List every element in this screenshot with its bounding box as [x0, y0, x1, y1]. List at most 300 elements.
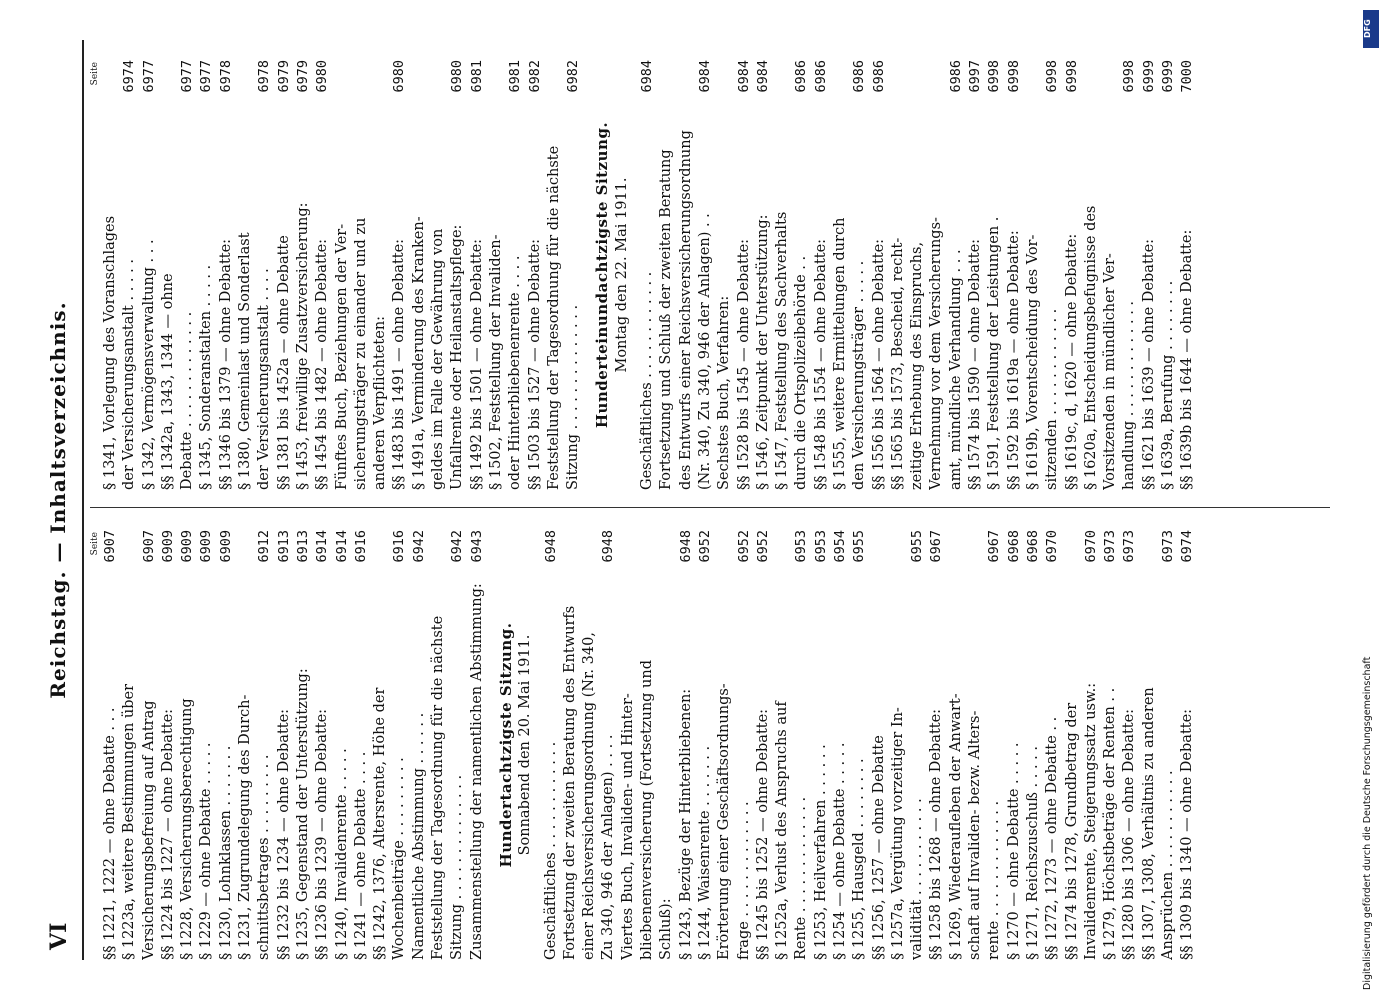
toc-entry-page: 6998	[1121, 60, 1138, 93]
toc-entry-page: 6980	[314, 60, 331, 93]
toc-entry	[985, 530, 1004, 960]
toc-entry-text: § 1252a, Verlust des Anspruchs auf	[774, 701, 791, 960]
toc-entry-page: 6970	[1082, 530, 1099, 563]
section-title: Hunderteinundachtzigste Sitzung.	[593, 121, 612, 429]
toc-entry-text: §§ 1307, 1308, Verhältnis zu anderen	[1140, 687, 1157, 960]
toc-entry	[178, 60, 197, 490]
toc-entry-page: 6999	[1160, 60, 1177, 93]
toc-entry	[889, 60, 908, 490]
toc-entry-text: § 1555, weitere Ermittelungen durch	[831, 217, 848, 490]
section-title: Hundertachtzigste Sitzung.	[496, 622, 515, 868]
toc-entry-text: §§ 1548 bis 1554 — ohne Debatte:	[812, 238, 829, 490]
toc-entry-text: § 1243, Bezüge der Hinterbliebenen:	[677, 688, 694, 960]
toc-entry	[677, 530, 696, 960]
toc-entry-text: des Entwurfs einer Reichsversicherungsordnung	[677, 130, 694, 490]
toc-entry-page: 6909	[179, 530, 196, 563]
toc-entry-text: § 1240, Invalidenrente . . . . .	[333, 748, 350, 960]
toc-entry	[1043, 60, 1062, 490]
toc-entry-page: 6986	[793, 60, 810, 93]
toc-entry-text: §§ 1256, 1257 — ohne Debatte	[870, 735, 887, 960]
toc-entry-text: validität . . . . . . . . . . .	[909, 798, 926, 960]
toc-entry-text: §§ 1619c, d, 1620 — ohne Debatte:	[1063, 233, 1080, 490]
toc-entry	[792, 530, 811, 960]
toc-entry-text: §§ 1224 bis 1227 — ohne Debatte:	[159, 708, 176, 960]
toc-entry-text: § 1491a, Verminderung des Kranken-	[410, 216, 427, 490]
toc-entry	[870, 60, 889, 490]
toc-entry-page: 6984	[639, 60, 656, 93]
toc-entry	[390, 530, 409, 960]
toc-entry-text: rente . . . . . . . . . . . . .	[986, 800, 1003, 960]
toc-entry	[371, 530, 390, 960]
toc-entry	[908, 60, 927, 490]
toc-entry	[1120, 60, 1139, 490]
toc-entry-text: §§ 1639b bis 1644 — ohne Debatte:	[1179, 229, 1196, 490]
toc-entry-text: § 1229 — ohne Debatte . . . . .	[198, 742, 215, 960]
toc-entry	[120, 60, 139, 490]
toc-entry-text: bliebenenversicherung (Fortsetzung und	[639, 659, 656, 960]
toc-entry-text: §§ 1492 bis 1501 — ohne Debatte:	[468, 238, 485, 490]
toc-entry	[545, 60, 564, 490]
toc-entry	[735, 530, 754, 960]
toc-entry-page: 6948	[542, 530, 559, 563]
toc-entry	[1140, 60, 1159, 490]
left-column	[90, 530, 1198, 960]
toc-entry-text: § 1235, Gegenstand der Unterstützung:	[294, 668, 311, 960]
toc-entry-text: schnittsbetrages . . . . . . . . .	[256, 754, 273, 960]
toc-entry-text: § 1253, Heilverfahren . . . . . .	[812, 744, 829, 960]
toc-entry	[715, 60, 734, 490]
toc-entry	[120, 530, 139, 960]
toc-entry-text: § 1244, Waisenrente . . . . . . .	[696, 745, 713, 960]
toc-entry-text: §§ 1592 bis 1619a — ohne Debatte:	[1005, 230, 1022, 490]
toc-entry-text: §§ 1309 bis 1340 — ohne Debatte:	[1179, 708, 1196, 960]
toc-entry-text: §§ 1232 bis 1234 — ohne Debatte:	[275, 708, 292, 960]
toc-entry-page: 6978	[217, 60, 234, 93]
toc-entry	[448, 530, 467, 960]
toc-entry	[580, 530, 599, 960]
toc-entry-text: §§ 1503 bis 1527 — ohne Debatte:	[526, 238, 543, 490]
toc-entry-text: §§ 1221, 1222 — ohne Debatte . . .	[102, 707, 118, 960]
toc-entry	[1159, 530, 1178, 960]
toc-entry-text: § 1341, Vorlegung des Voranschlages	[102, 215, 118, 490]
toc-entry	[1101, 60, 1120, 490]
toc-entry-page: 6954	[831, 530, 848, 563]
toc-entry	[812, 60, 831, 490]
toc-entry	[371, 60, 390, 490]
toc-entry	[1178, 60, 1197, 490]
digitization-credit: Digitalisierung gefördert durch die Deutsche Forschungsgemeinschaft	[1362, 656, 1373, 990]
toc-entry-text: § 1342, Vermögensverwaltung . . .	[140, 239, 157, 490]
toc-entry	[313, 60, 332, 490]
toc-entry-text: §§ 1454 bis 1482 — ohne Debatte:	[314, 238, 331, 490]
toc-entry	[236, 530, 255, 960]
toc-entry-text: § 1619b, Vorentscheidung des Vor-	[1024, 234, 1041, 490]
toc-entry-text: Unfallrente oder Heilanstaltspflege:	[449, 224, 466, 490]
toc-entry-text: §§ 1381 bis 1452a — ohne Debatte	[275, 235, 292, 490]
toc-entry-page: 6977	[198, 60, 215, 93]
page-header	[40, 40, 80, 960]
toc-entry	[638, 530, 657, 960]
toc-entry-page: 6942	[449, 530, 466, 563]
toc-entry	[754, 530, 773, 960]
toc-entry	[255, 530, 274, 960]
toc-entry-text: (Nr. 340, Zu 340, 946 der Anlagen) . .	[696, 213, 713, 490]
toc-entry-page: 6909	[217, 530, 234, 563]
toc-entry-text: § 1231, Zugrundelegung des Durch-	[237, 694, 254, 960]
toc-entry	[390, 60, 409, 490]
toc-entry	[236, 60, 255, 490]
toc-entry-page: 6913	[275, 530, 292, 563]
toc-entry	[889, 530, 908, 960]
toc-entry-page: 6914	[333, 530, 350, 563]
toc-entry	[429, 530, 448, 960]
toc-entry-text: Sechstes Buch, Verfahren:	[716, 295, 733, 490]
header-rule	[82, 40, 84, 960]
toc-entry-text: §§ 1242, 1376, Altersrente, Höhe der	[372, 687, 389, 960]
toc-entry-text: § 1345, Sonderanstalten . . . . .	[198, 264, 215, 490]
toc-entry-page: 6986	[870, 60, 887, 93]
toc-entry-page: 6984	[735, 60, 752, 93]
toc-entry-text: anderen Verpflichteten:	[372, 315, 389, 490]
toc-entry-page: 6981	[507, 60, 524, 93]
toc-entry-page: 6998	[1005, 60, 1022, 93]
toc-entry-text: den Versicherungsträger . . . . .	[851, 260, 868, 490]
toc-entry-page: 6952	[696, 530, 713, 563]
toc-entry-page: 6955	[909, 530, 926, 563]
toc-entry-page: 6986	[947, 60, 964, 93]
toc-entry-text: zeitige Erhebung des Einspruchs,	[909, 241, 926, 490]
toc-entry-text: §§ 1565 bis 1573, Bescheid, recht-	[889, 237, 906, 490]
toc-entry	[850, 530, 869, 960]
toc-entry-text: §§ 1621 bis 1639 — ohne Debatte:	[1140, 238, 1157, 490]
toc-entry-text: § 1257a, Vergütung vorzeitiger In-	[889, 707, 906, 960]
toc-entry-text: §§ 1236 bis 1239 — ohne Debatte:	[314, 708, 331, 960]
toc-entry	[1005, 60, 1024, 490]
toc-entry	[468, 60, 487, 490]
toc-entry-page: 6907	[140, 530, 157, 563]
toc-entry-text: Feststellung der Tagesordnung für die nächste	[545, 145, 562, 490]
toc-entry	[159, 530, 178, 960]
toc-entry-text: schaft auf Invaliden- bezw. Alters-	[967, 710, 984, 960]
toc-entry-text: §§ 1245 bis 1252 — ohne Debatte:	[754, 708, 771, 960]
toc-entry	[255, 60, 274, 490]
toc-entry	[526, 60, 545, 490]
toc-entry	[966, 530, 985, 960]
toc-entry-page: 6997	[967, 60, 984, 93]
toc-entry-text: Fünftes Buch, Beziehungen der Ver-	[333, 223, 350, 490]
toc-entry	[217, 60, 236, 490]
toc-entry	[966, 60, 985, 490]
toc-entry-page: 6909	[198, 530, 215, 563]
toc-entry-text: Geschäftliches . . . . . . . . . . . .	[639, 271, 656, 490]
toc-entry-text: § 1271, Reichszuschuß . . . . .	[1024, 745, 1041, 960]
toc-entry	[638, 60, 657, 490]
toc-entry-text: Invalidenrente, Steigerungssatz usw.:	[1082, 682, 1099, 960]
toc-entry	[947, 60, 966, 490]
toc-entry	[1082, 530, 1101, 960]
toc-entry	[812, 530, 831, 960]
toc-entry-text: der Versicherungsanstalt . . . . .	[121, 259, 138, 490]
toc-entry	[333, 60, 352, 490]
toc-entry-text: § 1255, Hausgeld . . . . . . . .	[851, 758, 868, 960]
toc-entry	[599, 530, 618, 960]
toc-entry	[850, 60, 869, 490]
toc-entry	[448, 60, 467, 490]
toc-entry-text: §§ 1342a, 1343, 1344 — ohne	[159, 273, 176, 490]
toc-entry	[657, 530, 676, 960]
toc-entry	[294, 530, 313, 960]
toc-entry	[1005, 530, 1024, 960]
section-date: Montag den 22. Mai 1911.	[613, 177, 630, 373]
toc-entry-page: 6916	[391, 530, 408, 563]
toc-entry-text: handlung . . . . . . . . . . . . .	[1121, 300, 1138, 490]
toc-entry-page: 6953	[812, 530, 829, 563]
toc-entry-text: § 1546, Zeitpunkt der Unterstützung:	[754, 214, 771, 490]
toc-entry	[735, 60, 754, 490]
toc-entry	[352, 530, 371, 960]
toc-entry-text: Viertes Buch, Invaliden- und Hinter-	[619, 693, 636, 960]
toc-entry-page: 6999	[1140, 60, 1157, 93]
toc-entry-text: Feststellung der Tagesordnung für die nächste	[430, 615, 447, 960]
toc-entry	[947, 530, 966, 960]
toc-entry	[927, 60, 946, 490]
toc-entry	[1101, 530, 1120, 960]
toc-entry-text: §§ 1272, 1273 — ohne Debatte . .	[1044, 716, 1061, 960]
toc-entry-page: 6980	[391, 60, 408, 93]
toc-entry-text: Zu 340, 946 der Anlagen) . . . .	[600, 734, 617, 960]
toc-entry	[178, 530, 197, 960]
toc-entry	[275, 60, 294, 490]
toc-entry	[696, 60, 715, 490]
toc-entry	[564, 60, 583, 490]
toc-entry-text: Vernehmung vor dem Versicherungs-	[928, 217, 945, 490]
toc-entry	[197, 60, 216, 490]
toc-entry-text: §§ 1574 bis 1590 — ohne Debatte:	[967, 238, 984, 490]
toc-entry-page: 6973	[1102, 530, 1119, 563]
toc-entry-text: § 1270 — ohne Debatte . . . . .	[1005, 742, 1022, 960]
toc-entry-text: § 1241 — ohne Debatte . . . .	[352, 751, 369, 960]
toc-entry-page: 6977	[179, 60, 196, 93]
toc-entry-text: Schluß):	[658, 898, 675, 960]
toc-entry-page: 6981	[468, 60, 485, 93]
toc-entry-page: 6978	[256, 60, 273, 93]
toc-entry-page: 6973	[1121, 530, 1138, 563]
toc-entry-text: Versicherungsbefreiung auf Antrag	[140, 700, 157, 960]
toc-entry	[619, 530, 638, 960]
toc-entry-page: 6998	[1063, 60, 1080, 93]
toc-entry-text: Fortsetzung und Schluß der zweiten Beratung	[658, 149, 675, 490]
toc-entry	[197, 530, 216, 960]
toc-entry-text: §§ 1483 bis 1491 — ohne Debatte:	[391, 238, 408, 490]
toc-entry-text: §§ 1258 bis 1268 — ohne Debatte:	[928, 708, 945, 960]
toc-entry	[410, 530, 429, 960]
toc-entry-text: Namentliche Abstimmung . . . . . .	[410, 712, 427, 960]
toc-entry	[715, 530, 734, 960]
toc-entry	[487, 60, 506, 490]
toc-entry-text: § 1591, Feststellung der Leistungen .	[986, 216, 1003, 490]
toc-entry-page: 6952	[735, 530, 752, 563]
toc-entry	[429, 60, 448, 490]
toc-entry	[294, 60, 313, 490]
toc-entry	[352, 60, 371, 490]
toc-entry-page: 6977	[140, 60, 157, 93]
toc-entry	[101, 530, 120, 960]
toc-entry-text: Rente . . . . . . . . . . . . .	[793, 796, 810, 960]
toc-entry	[1043, 530, 1062, 960]
toc-entry	[217, 530, 236, 960]
toc-entry-text: Debatte . . . . . . . . . . . . .	[179, 311, 196, 490]
toc-entry-text: frage . . . . . . . . . . . . .	[735, 801, 752, 960]
toc-entry-text: § 1620a, Entscheidungsbefugnisse des	[1082, 205, 1099, 490]
toc-entry-page: 6998	[1044, 60, 1061, 93]
toc-entry	[908, 530, 927, 960]
toc-entry-text: Fortsetzung der zweiten Beratung des Entwurfs	[561, 605, 578, 960]
toc-entry-text: § 1269, Wiederaufleben der Anwart-	[947, 693, 964, 960]
dfg-logo: DFG	[1363, 10, 1379, 48]
toc-entry	[1178, 530, 1197, 960]
toc-entry-page: 6973	[1160, 530, 1177, 563]
toc-entry-text: § 1547, Feststellung des Sachverhalts	[774, 211, 791, 490]
toc-entry	[1024, 60, 1043, 490]
toc-entry-page: 6967	[986, 530, 1003, 563]
toc-entry-page: 6986	[851, 60, 868, 93]
toc-entry-page: 6979	[294, 60, 311, 93]
toc-entry-page: 6942	[410, 530, 427, 563]
toc-entry-page: 6913	[294, 530, 311, 563]
toc-entry-page: 6916	[352, 530, 369, 563]
toc-entry-text: Wochenbeiträge . . . . . . . . .	[391, 757, 408, 960]
seite-label: Seite	[90, 532, 100, 556]
toc-entry-page: 6968	[1024, 530, 1041, 563]
toc-entry-text: Erörterung einer Geschäftsordnungs-	[716, 683, 733, 960]
toc-entry-page: 6953	[793, 530, 810, 563]
toc-entry-page: 6982	[526, 60, 543, 93]
right-entries-top	[101, 60, 583, 490]
toc-entry-text: Geschäftliches . . . . . . . . . . . .	[542, 741, 559, 960]
toc-entry-page: 6986	[812, 60, 829, 93]
toc-entry-page: 6984	[754, 60, 771, 93]
toc-entry-page: 6980	[449, 60, 466, 93]
left-entries-bottom	[542, 530, 1198, 960]
toc-entry-text: sitzenden . . . . . . . . . . . .	[1044, 308, 1061, 490]
toc-entry	[1024, 530, 1043, 960]
toc-entry-text: einer Reichsversicherungsordnung (Nr. 340,	[581, 632, 598, 960]
toc-entry	[985, 60, 1004, 490]
toc-entry	[101, 60, 120, 490]
toc-entry	[468, 530, 487, 960]
toc-entry-text: Zusammenstellung der namentlichen Abstimmung:	[468, 583, 485, 960]
toc-entry	[275, 530, 294, 960]
toc-entry-text: §§ 1556 bis 1564 — ohne Debatte:	[870, 238, 887, 490]
toc-entry	[561, 530, 580, 960]
toc-entry	[542, 530, 561, 960]
page-title: Reichstag. — Inhaltsverzeichnis.	[46, 301, 70, 699]
toc-entry-page: 6967	[928, 530, 945, 563]
toc-entry-text: §§ 1528 bis 1545 — ohne Debatte:	[735, 238, 752, 490]
toc-entry	[773, 60, 792, 490]
toc-entry-page: 6974	[1179, 530, 1196, 563]
toc-entry-text: Sitzung . . . . . . . . . . . . . .	[565, 304, 582, 490]
rotated-content	[40, 40, 1330, 960]
toc-entry-text: § 1223a, weitere Bestimmungen über	[121, 683, 138, 960]
toc-entry-page: 7000	[1179, 60, 1196, 93]
toc-entry-page: 6948	[600, 530, 617, 563]
right-entries-bottom	[638, 60, 1198, 490]
toc-entry-text: Ansprüchen . . . . . . . . . . .	[1160, 770, 1177, 960]
toc-entry	[870, 530, 889, 960]
toc-entry	[1120, 530, 1139, 960]
toc-entry-text: oder Hinterbliebenenrente . . . .	[507, 255, 524, 490]
toc-entry	[677, 60, 696, 490]
toc-entry-text: der Versicherungsanstalt . . . .	[256, 268, 273, 490]
toc-entry-page: 6998	[986, 60, 1003, 93]
toc-entry	[657, 60, 676, 490]
toc-entry-page: 6912	[256, 530, 273, 563]
toc-entry-text: § 1502, Feststellung der Invaliden-	[487, 234, 504, 490]
toc-entry	[831, 60, 850, 490]
toc-entry	[140, 530, 159, 960]
toc-entry	[754, 60, 773, 490]
toc-entry-page: 6948	[677, 530, 694, 563]
toc-entry-page: 6982	[565, 60, 582, 93]
toc-entry-text: § 1254 — ohne Debatte . . . . .	[831, 742, 848, 960]
right-column	[90, 60, 1198, 490]
toc-entry-page: 6952	[754, 530, 771, 563]
toc-entry	[792, 60, 811, 490]
toc-entry	[1063, 530, 1082, 960]
column-divider	[90, 507, 1330, 508]
toc-entry-text: geldes im Falle der Gewährung von	[430, 228, 447, 490]
toc-entry-text: § 1380, Gemeinlast und Sonderlast	[237, 232, 254, 490]
toc-entry	[140, 60, 159, 490]
toc-entry	[1140, 530, 1159, 960]
toc-entry	[773, 530, 792, 960]
toc-entry	[313, 530, 332, 960]
toc-entry-text: amt, mündliche Verhandlung . . .	[947, 249, 964, 490]
toc-entry	[927, 530, 946, 960]
seite-label: Seite	[90, 62, 100, 86]
toc-entry-page: 6979	[275, 60, 292, 93]
toc-entry	[1063, 60, 1082, 490]
toc-entry-page: 6974	[121, 60, 138, 93]
toc-entry	[159, 60, 178, 490]
toc-entry	[333, 530, 352, 960]
toc-entry-text: Vorsitzenden in mündlicher Ver-	[1102, 253, 1119, 490]
toc-entry-text: § 1639a, Berufung . . . . . . . .	[1160, 280, 1177, 490]
toc-entry-page: 6914	[314, 530, 331, 563]
toc-entry-text: durch die Ortspolizeibehörde . .	[793, 255, 810, 490]
toc-entry	[696, 530, 715, 960]
section-date: Sonnabend den 20. Mai 1911.	[517, 634, 534, 856]
left-entries-top	[101, 530, 487, 960]
toc-entry	[410, 60, 429, 490]
toc-entry-text: §§ 1346 bis 1379 — ohne Debatte:	[217, 238, 234, 490]
toc-entry	[506, 60, 525, 490]
toc-entry	[831, 530, 850, 960]
toc-entry-page: 6968	[1005, 530, 1022, 563]
toc-entry	[1082, 60, 1101, 490]
toc-entry	[1159, 60, 1178, 490]
toc-entry-page: 6955	[851, 530, 868, 563]
toc-entry-page: 6970	[1044, 530, 1061, 563]
toc-entry-page: 6907	[102, 530, 118, 563]
toc-entry-page: 6909	[159, 530, 176, 563]
page-number: VI	[46, 922, 72, 950]
toc-entry-text: § 1228, Versicherungsberechtigung	[179, 698, 196, 960]
toc-entry-text: §§ 1274 bis 1278, Grundbetrag der	[1063, 702, 1080, 960]
toc-entry-page: 6984	[696, 60, 713, 93]
toc-entry-text: Sitzung . . . . . . . . . . . . . .	[449, 774, 466, 960]
